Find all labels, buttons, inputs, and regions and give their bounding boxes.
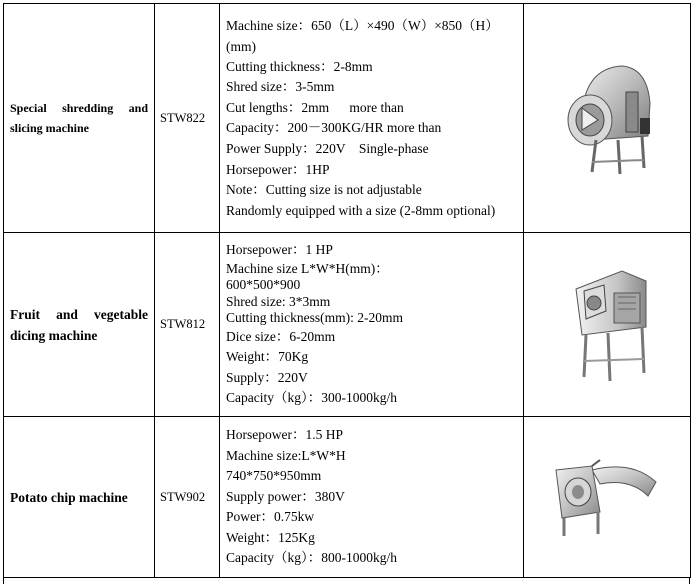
shredding-slicing-machine-photo bbox=[524, 4, 691, 233]
spec-line: Cut lengths：2mm more than bbox=[226, 99, 404, 115]
spec-line: Randomly equipped with a size (2-8mm optional) bbox=[226, 202, 496, 218]
spec-line: Capacity：200－300KG/HR more than bbox=[226, 120, 442, 136]
machine-model: STW812 bbox=[155, 233, 220, 417]
machine-model: STW822 bbox=[155, 4, 220, 233]
spec-line: Dice size：6-20mm bbox=[226, 328, 336, 344]
spec-line: Cutting thickness：2-8mm bbox=[226, 58, 373, 74]
spec-line: Horsepower：1HP bbox=[226, 161, 330, 177]
spec-line: Shred size：3-5mm bbox=[226, 79, 335, 95]
spec-line: Supply：220V bbox=[226, 369, 308, 385]
spec-line: Horsepower：1 HP bbox=[226, 242, 333, 258]
machine-specs bbox=[220, 417, 524, 578]
spec-line: Supply power：380V bbox=[226, 488, 345, 504]
spec-line: Machine size L*W*H(mm)： bbox=[226, 260, 389, 276]
spec-line: Machine size：650（L）×490（W）×850（H）(mm) bbox=[226, 17, 499, 54]
spec-line: 740*750*950mm bbox=[226, 468, 322, 484]
table-row bbox=[4, 417, 691, 578]
spec-line: Capacity（kg）：300-1000kg/h bbox=[226, 390, 397, 406]
table-continuation bbox=[3, 578, 690, 584]
table-row bbox=[4, 4, 691, 233]
spec-line: Weight：70Kg bbox=[226, 349, 309, 365]
spec-line: Machine size:L*W*H bbox=[226, 447, 346, 463]
machine-name: Special shredding and slicing machine bbox=[4, 4, 155, 233]
potato-chip-machine-photo bbox=[524, 417, 691, 578]
spec-line: Shred size: 3*3mm bbox=[226, 293, 331, 309]
spec-line: Power Supply：220V Single-phase bbox=[226, 141, 429, 156]
machine-name: Fruit and vegetable dicing machine bbox=[4, 233, 155, 417]
machine-specs bbox=[220, 4, 524, 233]
spec-line: Weight：125Kg bbox=[226, 529, 315, 545]
table-row bbox=[4, 233, 691, 417]
machine-model: STW902 bbox=[155, 417, 220, 578]
spec-line: Note：Cutting size is not adjustable bbox=[226, 182, 422, 198]
spec-line: Capacity（kg）：800-1000kg/h bbox=[226, 550, 397, 566]
machine-name: Potato chip machine bbox=[4, 417, 155, 578]
dicing-machine-photo bbox=[524, 233, 691, 417]
spec-line: Cutting thickness(mm): 2-20mm bbox=[226, 310, 403, 326]
spec-line: 600*500*900 bbox=[226, 277, 301, 293]
machine-spec-table bbox=[3, 3, 691, 578]
machine-specs bbox=[220, 233, 524, 417]
spec-line: Horsepower：1.5 HP bbox=[226, 426, 343, 442]
spec-line: Power：0.75kw bbox=[226, 509, 315, 525]
